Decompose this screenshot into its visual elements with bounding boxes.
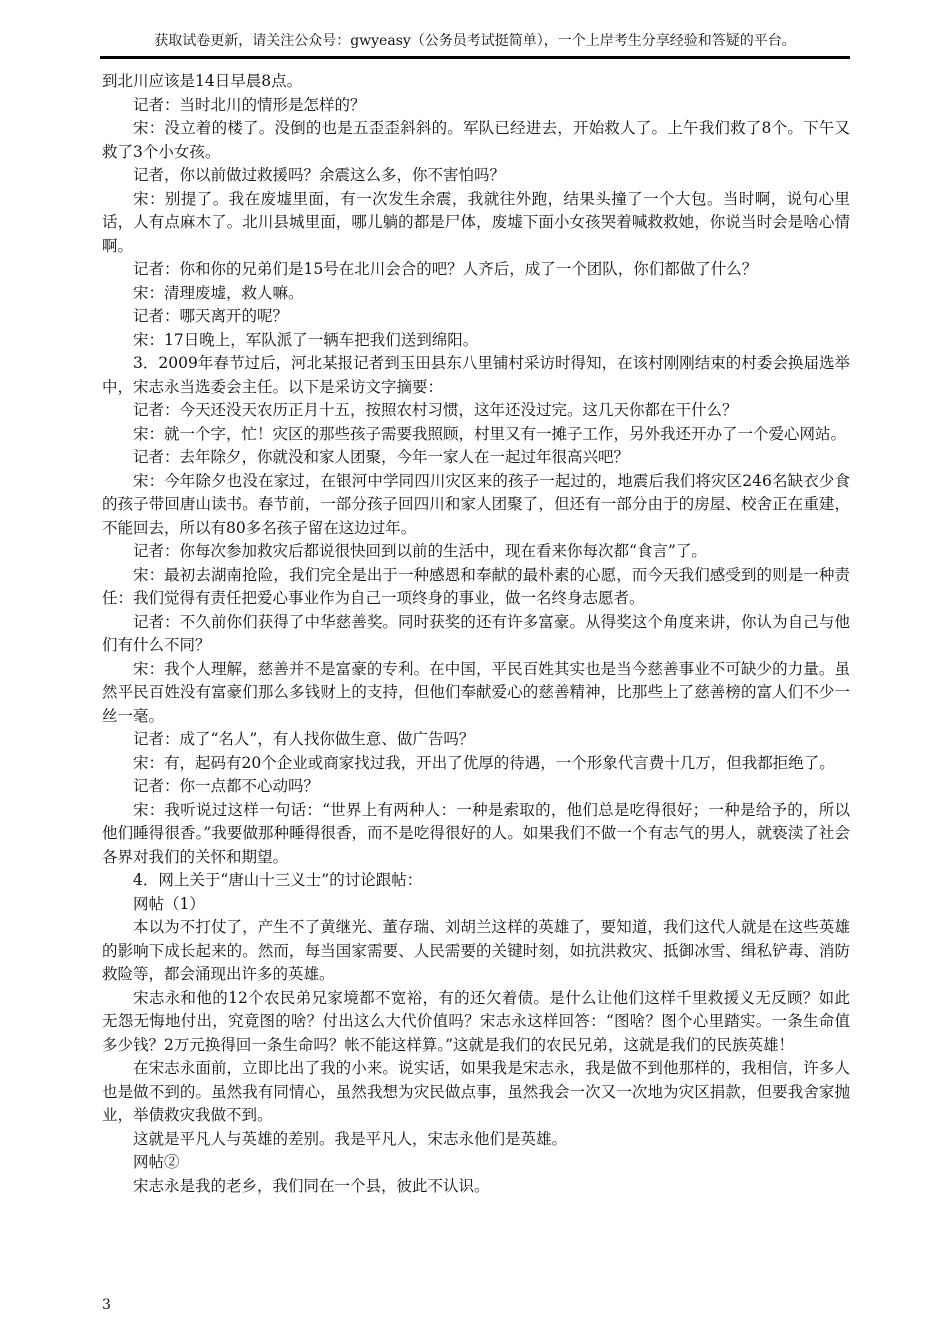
post-label: 网帖②	[133, 1153, 180, 1171]
section-heading: 3．2009年春节过后，河北某报记者到玉田县东八里铺村采访时得知，在该村刚刚结束的村委会换届选举中，宋志永当选委会主任。以下是采访文字摘要：	[102, 354, 850, 396]
paragraph: 记者：去年除夕，你就没和家人团聚，今年一家人在一起过年很高兴吧？	[133, 448, 630, 466]
paragraph: 记者：不久前你们获得了中华慈善奖。同时获奖的还有许多富豪。从得奖这个角度来讲，你认为自己与他们有什么不同？	[102, 612, 850, 654]
paragraph: 宋志永和他的12个农民弟兄家境都不宽裕，有的还欠着债。是什么让他们这样千里救援义无反顾？如此无怨无悔地付出，究竟图的啥？付出这么大代价值吗？宋志永这样回答：“图啥？图个心里踏实。一条生命值多少钱？2万元换得回一条生命吗？帐不能这样算。”这就是我们的农民兄弟，这就是我们的民族英雄！	[102, 988, 850, 1054]
paragraph: 这就是平凡人与英雄的差别。我是平凡人，宋志永他们是英雄。	[133, 1129, 568, 1148]
paragraph: 宋：清理废墟，救人嘛。	[133, 283, 304, 302]
paragraph: 记者，你以前做过救援吗？余震这么多，你不害怕吗？	[133, 166, 506, 184]
section-heading: 4．网上关于“唐山十三义士”的讨论跟帖：	[133, 871, 423, 889]
paragraph: 记者：今天还没天农历正月十五，按照农村习惯，这年还没过完。这几天你都在干什么？	[133, 401, 738, 419]
paragraph: 宋：我听说过这样一句话：“世界上有两种人：一种是索取的，他们总是吃得很好；一种是给予的，所以他们睡得很香。”我要做那种睡得很香，而不是吃得很好的人。如果我们不做一个有志气的男人，就亵渎了社会各界对我们的关怀和期望。	[102, 800, 850, 866]
paragraph: 宋：最初去湖南抢险，我们完全是出于一种感恩和奉献的最朴素的心愿，而今天我们感受到的则是一种责任：我们觉得有责任把爱心事业作为自己一项终身的事业，做一名终身志愿者。	[102, 565, 850, 607]
paragraph: 宋：我个人理解，慈善并不是富豪的专利。在中国，平民百姓其实也是当今慈善事业不可缺少的力量。虽然平民百姓没有富豪们那么多钱财上的支持，但他们奉献爱心的慈善精神，比那些上了慈善榜的富人们不少一丝一毫。	[102, 659, 850, 725]
paragraph: 在宋志永面前，立即比出了我的小来。说实话，如果我是宋志永，我是做不到他那样的，我相信，许多人也是做不到的。虽然我有同情心，虽然我想为灾民做点事，虽然我会一次又一次地为灾区捐款，但要我舍家抛业，举债救灾我做不到。	[102, 1059, 850, 1124]
paragraph: 记者：你和你的兄弟们是15号在北川会合的吧？人齐后，成了一个团队，你们都做了什么？	[133, 260, 758, 278]
post-label: 网帖（1）	[133, 894, 205, 913]
paragraph: 本以为不打仗了，产生不了黄继光、董存瑞、刘胡兰这样的英雄了，要知道，我们这代人就是在这些英雄的影响下成长起来的。然而，每当国家需要、人民需要的关键时刻，如抗洪救灾、抵御冰雪、缉私铲毒、消防救险等，都会涌现出许多的英雄。	[102, 918, 850, 983]
paragraph: 宋：没立着的楼了。没倒的也是五歪歪斜斜的。军队已经进去，开始救人了。上午我们救了8个。下午又救了3个小女孩。	[102, 119, 850, 161]
paragraph: 宋：有，起码有20个企业或商家找过我，开出了优厚的待遇，一个形象代言费十几万，但我都拒绝了。	[133, 753, 835, 772]
paragraph: 宋：17日晚上，军队派了一辆车把我们送到绵阳。	[133, 330, 479, 349]
paragraph: 记者：哪天离开的呢？	[133, 307, 289, 325]
paragraph: 宋：别提了。我在废墟里面，有一次发生余震，我就往外跑，结果头撞了一个大包。当时啊，说句心里话，人有点麻木了。北川县城里面，哪儿躺的都是尸体，废墟下面小女孩哭着喊救救她，你说当时会是啥心情啊。	[102, 189, 850, 255]
paragraph: 宋：今年除夕也没在家过，在银河中学同四川灾区来的孩子一起过的，地震后我们将灾区246名缺衣少食的孩子带回唐山读书。春节前，一部分孩子回四川和家人团聚了，但还有一部分由于的房屋、校舍正在重建，不能回去，所以有80多名孩子留在这边过年。	[102, 471, 850, 537]
paragraph: 记者：成了“名人”，有人找你做生意、做广告吗？	[133, 730, 475, 748]
page-number: 3	[102, 1297, 111, 1313]
document-body	[102, 70, 850, 1198]
page-header: 获取试卷更新，请关注公众号：gwyeasy（公务员考试挺简单），一个上岸考生分享经验和答疑的平台。	[154, 33, 796, 49]
paragraph: 记者：当时北川的情形是怎样的？	[133, 95, 366, 114]
paragraph: 到北川应该是14日早晨8点。	[102, 72, 303, 90]
paragraph: 记者：你一点都不心动吗？	[133, 777, 320, 795]
paragraph: 宋志永是我的老乡，我们同在一个县，彼此不认识。	[133, 1176, 490, 1195]
paragraph: 记者：你每次参加救灾后都说很快回到以前的生活中，现在看来你每次都“食言”了。	[133, 542, 707, 560]
header-rule	[100, 56, 850, 59]
paragraph: 宋：就一个字，忙！灾区的那些孩子需要我照顾，村里又有一摊子工作，另外我还开办了一个爱心网站。	[133, 424, 847, 443]
